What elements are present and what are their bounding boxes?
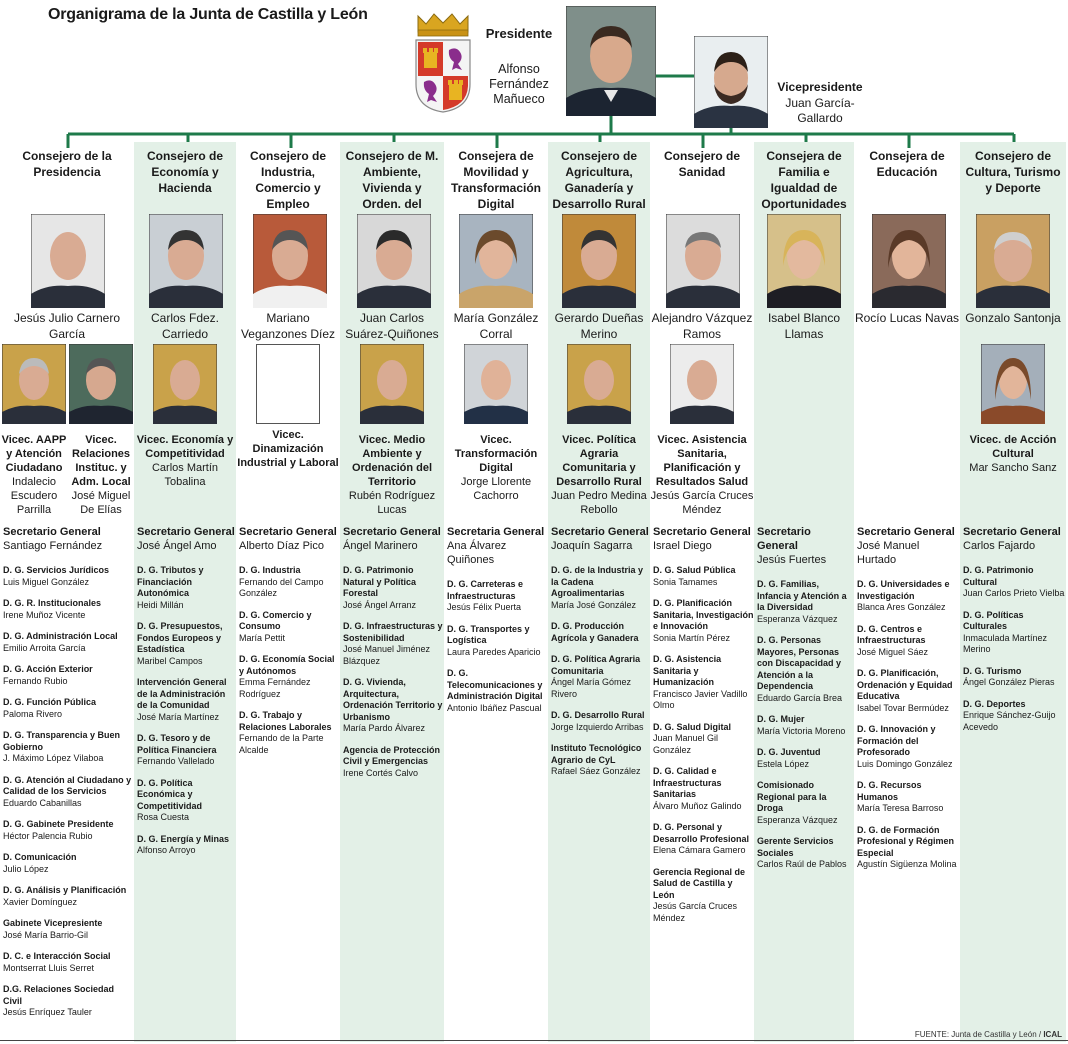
dept-name: Fernando de la Parte Alcalde — [239, 733, 324, 755]
dept-item — [3, 984, 134, 1019]
vicec-photo — [464, 344, 528, 424]
vicec-card — [960, 344, 1066, 475]
dept-title: D. G. Energía y Minas — [137, 833, 230, 844]
column-body — [854, 525, 960, 881]
dept-item — [551, 654, 650, 700]
dept-name: Héctor Palencia Rubio — [3, 830, 93, 841]
vicec-name: José Miguel De Elías — [71, 490, 131, 516]
dept-name: José Miguel Sáez — [857, 646, 929, 657]
sg-name: Israel Diego — [653, 540, 712, 552]
vicec-photo — [981, 344, 1045, 424]
dept-name: Francisco Javier Vadillo Olmo — [653, 688, 748, 710]
sg-name: Santiago Fernández — [3, 540, 103, 552]
dept-item — [137, 677, 236, 723]
dept-title: D. G. Juventud — [757, 747, 821, 757]
sg-title: Secretaria General — [447, 526, 545, 538]
consejero-photo — [357, 214, 431, 308]
dept-item — [343, 745, 444, 780]
column-body — [0, 525, 134, 1029]
dept-name: Jesús Félix Puerta — [447, 602, 522, 612]
dept-name: J. Máximo López Vilaboa — [3, 753, 104, 763]
vicec-card — [548, 344, 650, 517]
dept-item — [653, 867, 754, 925]
consejero-photo — [666, 214, 740, 308]
dept-name: Luis Domingo González — [857, 758, 953, 769]
dept-item — [239, 565, 340, 600]
column-header: Consejero de la Presidencia — [22, 149, 112, 179]
dept-name: Esperanza Vázquez — [757, 613, 838, 624]
dept-name: Álvaro Muñoz Galindo — [653, 800, 742, 811]
dept-name: Inmaculada Martínez Merino — [963, 632, 1048, 654]
dept-title: D. G. Planificación Sanitaria, Investigación e Innovación — [653, 598, 754, 631]
column-economia — [134, 142, 236, 1042]
sg-title: Secretario General — [857, 526, 955, 538]
dept-title: D. G. Producción Agrícola y Ganadera — [551, 621, 639, 643]
dept-title: D. G. Personas Mayores, Personas con Discapacidad y Atención a la Dependencia — [757, 635, 842, 691]
sg-title: Secretario General — [757, 526, 811, 552]
dept-name: María José González — [551, 599, 637, 610]
consejero-name: Rocío Lucas Navas — [854, 311, 960, 325]
consejero-name: Gerardo Dueñas Merino — [554, 311, 644, 341]
dept-name: Eduardo Cabanillas — [3, 797, 82, 808]
column-header: Consejera de Movilidad y Transformación Digital — [450, 149, 542, 211]
dept-title: D. G. Atención al Ciudadano y Calidad de los Servicios — [3, 774, 132, 796]
sg-title: Secretario General — [653, 526, 751, 538]
dept-title: D.G. Relaciones Sociedad Civil — [3, 984, 115, 1006]
dept-name: Eduardo García Brea — [757, 692, 843, 703]
dept-title: D. G. Comercio y Consumo — [239, 609, 312, 631]
dept-name: Laura Paredes Aparicio — [447, 646, 541, 657]
dept-name: Estela López — [757, 758, 810, 769]
vicec-card — [340, 344, 444, 517]
dept-name: Julio López — [3, 863, 49, 874]
dept-name: María Pardo Álvarez — [343, 723, 426, 733]
consejero-name: Jesús Julio Carnero García — [13, 311, 121, 341]
dept-name: Sonia Tamames — [653, 576, 718, 587]
column-header: Consejero de M. Ambiente, Vivienda y Orden. del — [345, 149, 439, 211]
vicec-title: Vicec. Medio Ambiente y Ordenación del Territorio — [351, 434, 433, 488]
dept-item — [757, 836, 854, 871]
dept-item — [3, 775, 134, 810]
dept-item — [239, 610, 340, 645]
dept-item — [343, 621, 444, 667]
column-body — [754, 525, 854, 881]
dept-name: Fernando Rubio — [3, 675, 68, 686]
dept-name: Alfonso Arroyo — [137, 845, 196, 855]
column-sanidad — [650, 142, 754, 1042]
dept-item — [757, 747, 854, 770]
dept-item — [239, 654, 340, 700]
column-medio-ambiente — [340, 142, 444, 1042]
page-title: Organigrama de la Junta de Castilla y León — [48, 6, 368, 23]
column-educacion — [854, 142, 960, 1042]
dept-title: D. G. Planificación, Ordenación y Equidad Educativa — [857, 668, 953, 701]
dept-name: Rosa Cuesta — [137, 812, 190, 822]
column-header: Consejero de Agricultura, Ganadería y Desarrollo Rural — [552, 149, 646, 211]
dept-item — [653, 598, 754, 644]
dept-item — [137, 834, 236, 857]
dept-item — [963, 699, 1066, 734]
dept-title: Agencia de Protección Civil y Emergencias — [343, 744, 441, 766]
dept-item — [3, 631, 134, 654]
dept-name: Emilio Arroita García — [3, 642, 86, 653]
vicec-photo — [360, 344, 424, 424]
dept-title: D. G. Turismo — [963, 665, 1022, 676]
sg-name: Alberto Díaz Pico — [239, 540, 324, 552]
consejero-photo — [459, 214, 533, 308]
dept-title: D. G. Calidad e Infraestructuras Sanitarias — [653, 766, 722, 799]
consejero-name: Gonzalo Santonja — [965, 311, 1061, 325]
dept-name: Emma Fernández Rodríguez — [239, 677, 311, 699]
vicec-title: Vicec. Transformación Digital — [454, 434, 538, 474]
dept-name: Jorge Izquierdo Arribas — [551, 721, 644, 732]
dept-name: Rafael Sáez González — [551, 766, 641, 776]
vicec-photo — [567, 344, 631, 424]
dept-title: D. G. Salud Digital — [653, 721, 732, 732]
dept-name: Juan Manuel Gil González — [653, 733, 719, 755]
dept-name: Heidi Millán — [137, 599, 184, 610]
dept-name: José María Martínez — [137, 711, 220, 722]
consejero-name: Carlos Fdez. Carriedo — [150, 311, 220, 341]
dept-item — [3, 852, 134, 875]
bottom-rule — [0, 1040, 1068, 1041]
dept-name: Antonio Ibáñez Pascual — [447, 702, 542, 713]
dept-title: D. G. Innovación y Formación del Profesorado — [857, 724, 936, 757]
column-body — [444, 525, 548, 724]
president-name: Alfonso Fernández Mañueco — [489, 62, 549, 106]
dept-title: D. G. Gabinete Presidente — [3, 819, 114, 829]
vicec-card — [236, 344, 340, 470]
dept-title: D. G. Carreteras e Infraestructuras — [447, 579, 524, 601]
column-presidencia — [0, 142, 134, 1042]
dept-title: D. G. Servicios Jurídicos — [3, 565, 110, 575]
dept-item — [3, 598, 134, 621]
sg-title: Secretario General — [963, 526, 1061, 538]
column-body — [340, 525, 444, 789]
vicec-photo — [69, 344, 133, 424]
vicec-title: Vicec. Dinamización Industrial y Laboral — [237, 429, 339, 469]
dept-title: D. G. Administración Local — [3, 631, 118, 641]
column-header: Consejero de Sanidad — [663, 149, 741, 179]
dept-title: D. G. Acción Exterior — [3, 664, 93, 674]
sg-title: Secretario General — [137, 526, 235, 538]
dept-name: Xavier Domínguez — [3, 896, 78, 907]
dept-item — [3, 951, 134, 974]
dept-title: Comisionado Regional para la Droga — [757, 780, 827, 813]
dept-item — [447, 579, 548, 614]
dept-item — [137, 733, 236, 768]
column-header: Consejero de Economía y Hacienda — [146, 149, 224, 195]
dept-name: Irene Muñoz Vicente — [3, 609, 86, 620]
vicec-title: Vicec. Relaciones Instituc. y Adm. Local — [71, 434, 131, 488]
vicec-title: Vicec. Asistencia Sanitaria, Planificación y Resultados Salud — [655, 434, 749, 488]
dept-name: Paloma Rivero — [3, 708, 63, 719]
dept-title: D. G. de Formación Profesional y Régimen Especial — [857, 824, 955, 858]
dept-item — [653, 654, 754, 712]
vicec-title: Vicec. Política Agraria Comunitaria y Desarrollo Rural — [556, 434, 642, 488]
dept-item — [653, 766, 754, 812]
consejero-photo — [872, 214, 946, 308]
dept-title: D. G. Tributos y Financiación Autonómica — [137, 565, 204, 598]
consejero-photo — [31, 214, 105, 308]
vicec-card — [134, 344, 236, 489]
dept-title: D. G. Patrimonio Cultural — [963, 565, 1034, 587]
dept-title: D. G. de la Industria y la Cadena Agroalimentarias — [551, 565, 644, 598]
dept-item — [551, 565, 650, 611]
consejero-name: María González Corral — [453, 311, 539, 341]
dept-title: D. G. Deportes — [963, 698, 1026, 709]
dept-title: D. G. Infraestructuras y Sostenibilidad — [343, 621, 443, 643]
vicec-card — [650, 344, 754, 517]
dept-item — [3, 565, 134, 588]
dept-title: D. G. Función Pública — [3, 697, 97, 707]
dept-item — [653, 565, 754, 588]
column-industria — [236, 142, 340, 1042]
dept-item — [3, 918, 134, 941]
consejero-photo — [976, 214, 1050, 308]
dept-title: D. G. Industria — [239, 565, 301, 575]
dept-title: Gerencia Regional de Salud de Castilla y León — [653, 866, 746, 900]
sg-name: José Ángel Amo — [137, 540, 217, 552]
dept-name: José María Barrio-Gil — [3, 929, 89, 940]
dept-name: Enrique Sánchez-Guijo Acevedo — [963, 710, 1056, 732]
dept-name: Fernando Vallelado — [137, 756, 215, 766]
consejero-photo — [253, 214, 327, 308]
dept-title: D. G. Universidades e Investigación — [857, 579, 950, 601]
vicec-title: Vicec. AAPP y Atención Ciudadano — [1, 434, 67, 474]
vicec-photo-placeholder — [256, 344, 320, 424]
dept-item — [963, 565, 1066, 600]
vicec-name: Jesús García Cruces Méndez — [650, 490, 754, 516]
sg-title: Secretario General — [239, 526, 337, 538]
dept-title: D. Comunicación — [3, 852, 77, 862]
dept-title: D. G. Análisis y Planificación — [3, 885, 127, 895]
dept-name: Maribel Campos — [137, 655, 203, 666]
vicec-photo — [2, 344, 66, 424]
dept-item — [963, 610, 1066, 656]
dept-name: Ángel María Gómez Rivero — [551, 677, 632, 699]
vicepresident-name: Juan García-Gallardo — [785, 96, 855, 125]
source-credit — [915, 1030, 1062, 1039]
dept-item — [757, 579, 854, 625]
dept-item — [757, 714, 854, 737]
dept-title: D. G. Telecomunicaciones y Administración Digital — [447, 668, 543, 701]
dept-title: D. G. Recursos Humanos — [857, 780, 922, 802]
dept-item — [857, 825, 960, 871]
dept-name: María Pettit — [239, 632, 286, 643]
dept-title: D. G. Personal y Desarrollo Profesional — [653, 822, 750, 844]
dept-name: Elena Cámara Gamero — [653, 845, 746, 855]
dept-title: D. G. R. Institucionales — [3, 598, 102, 608]
dept-item — [137, 778, 236, 824]
sg-name: Ángel Marinero — [343, 540, 418, 552]
dept-title: Gerente Servicios Sociales — [757, 836, 834, 858]
vicec-card — [0, 344, 68, 517]
dept-name: María Victoria Moreno — [757, 725, 846, 736]
column-header: Consejero de Industria, Comercio y Empleo — [249, 149, 327, 211]
dept-title: D. G. Familias, Infancia y Atención a la Diversidad — [757, 579, 847, 612]
dept-name: Carlos Raúl de Pablos — [757, 859, 847, 869]
column-body — [960, 525, 1066, 743]
dept-name: Sonia Martín Pérez — [653, 632, 731, 643]
dept-title: D. G. Economía Social y Autónomos — [239, 654, 335, 676]
dept-title: D. G. Política Económica y Competitividad — [137, 777, 203, 811]
dept-name: Jesús Enríquez Tauler — [3, 1007, 92, 1017]
consejero-name: Mariano Veganzones Díez — [240, 311, 336, 341]
vicepresident-label: Vicepresidente — [777, 80, 863, 94]
dept-title: D. C. e Interacción Social — [3, 951, 111, 961]
vicec-name: Juan Pedro Medina Rebollo — [551, 490, 647, 516]
dept-title: Instituto Tecnológico Agrario de CyL — [551, 743, 642, 765]
dept-item — [3, 819, 134, 842]
dept-title: D. G. Salud Pública — [653, 565, 736, 575]
vicec-name: Jorge Llorente Cachorro — [460, 476, 532, 502]
column-movilidad — [444, 142, 548, 1042]
sg-name: Joaquín Sagarra — [551, 540, 633, 552]
dept-item — [137, 621, 236, 667]
dept-name: Montserrat Lluis Serret — [3, 962, 95, 973]
column-cultura — [960, 142, 1066, 1042]
dept-item — [963, 666, 1066, 689]
org-tree-connectors — [0, 0, 1068, 150]
dept-title: D. G. Transportes y Logística — [447, 623, 530, 645]
column-body — [650, 525, 754, 934]
dept-title: D. G. Desarrollo Rural — [551, 710, 645, 720]
vicec-name: Rubén Rodríguez Lucas — [348, 490, 436, 516]
dept-item — [447, 668, 548, 714]
dept-title: D. G. Centros e Infraestructuras — [857, 623, 926, 645]
sg-name: Ana Álvarez Quiñones — [447, 540, 507, 566]
consejero-name: Isabel Blanco Llamas — [767, 311, 841, 341]
consejero-photo — [767, 214, 841, 308]
column-body — [548, 525, 650, 788]
dept-title: Gabinete Vicepresiente — [3, 918, 103, 928]
dept-title: D. G. Política Agraria Comunitaria — [551, 654, 641, 676]
dept-item — [447, 624, 548, 659]
dept-title: D. G. Mujer — [757, 714, 805, 724]
dept-item — [137, 565, 236, 611]
dept-item — [239, 710, 340, 756]
dept-name: José Manuel Jiménez Blázquez — [343, 644, 431, 666]
vicec-photo — [670, 344, 734, 424]
dept-item — [857, 624, 960, 659]
dept-item — [857, 724, 960, 770]
dept-item — [653, 722, 754, 757]
dept-name: Juan Carlos Prieto Vielba — [963, 588, 1065, 598]
dept-item — [3, 664, 134, 687]
dept-title: D. G. Transparencia y Buen Gobierno — [3, 730, 121, 752]
dept-name: Esperanza Vázquez — [757, 814, 838, 825]
source-brand: ICAL — [1043, 1030, 1062, 1039]
dept-item — [551, 743, 650, 778]
dept-title: Intervención General de la Administración de la Comunidad — [137, 677, 227, 710]
column-header: Consejera de Educación — [869, 149, 945, 179]
dept-name: José Ángel Arranz — [343, 599, 417, 610]
dept-name: Irene Cortés Calvo — [343, 767, 419, 778]
dept-name: Jesús García Cruces Méndez — [653, 901, 738, 923]
dept-item — [3, 885, 134, 908]
dept-item — [757, 780, 854, 826]
source-text: FUENTE: Junta de Castilla y León / — [914, 1030, 1042, 1039]
dept-name: Fernando del Campo González — [239, 576, 324, 598]
vicec-title: Vicec. Economía y Competitividad — [136, 434, 234, 460]
dept-item — [3, 697, 134, 720]
dept-item — [857, 780, 960, 815]
consejero-photo — [562, 214, 636, 308]
sg-name: Carlos Fajardo — [963, 540, 1036, 552]
dept-name: Agustín Sigüenza Molina — [857, 859, 957, 869]
dept-item — [551, 710, 650, 733]
dept-item — [3, 730, 134, 765]
vicec-photo — [153, 344, 217, 424]
column-familia — [754, 142, 854, 1042]
sg-name: José Manuel Hurtado — [857, 540, 920, 566]
consejero-name: Alejandro Vázquez Ramos — [651, 311, 753, 341]
dept-item — [343, 565, 444, 611]
dept-title: D. G. Políticas Culturales — [963, 609, 1024, 631]
consejero-photo — [149, 214, 223, 308]
vicec-name: Indalecio Escudero Parrilla — [10, 476, 58, 516]
vicec-title: Vicec. de Acción Cultural — [969, 434, 1057, 460]
vicec-card — [68, 344, 134, 517]
vicec-name: Carlos Martín Tobalina — [151, 462, 219, 488]
dept-item — [857, 579, 960, 614]
consejero-name: Juan Carlos Suárez-Quiñones — [345, 311, 439, 341]
dept-name: María Teresa Barroso — [857, 803, 944, 813]
president-label: Presidente — [485, 26, 553, 41]
sg-title: Secretario General — [343, 526, 441, 538]
dept-item — [757, 635, 854, 704]
column-body — [134, 525, 236, 867]
dept-item — [857, 668, 960, 714]
dept-name: Isabel Tovar Bermúdez — [857, 702, 949, 713]
dept-title: D. G. Tesoro y de Política Financiera — [137, 733, 217, 755]
dept-item — [343, 677, 444, 735]
column-header: Consejero de Cultura, Turismo y Deporte — [965, 149, 1061, 195]
sg-title: Secretario General — [3, 526, 101, 538]
dept-item — [551, 621, 650, 644]
dept-name: Ángel González Pieras — [963, 677, 1055, 687]
sg-name: Jesús Fuertes — [757, 554, 827, 566]
column-agricultura — [548, 142, 650, 1042]
dept-item — [653, 822, 754, 857]
dept-title: D. G. Vivienda, Arquitectura, Ordenación Territorio y Urbanismo — [343, 677, 443, 722]
sg-title: Secretario General — [551, 526, 649, 538]
dept-title: D. G. Asistencia Sanitaria y Humanización — [653, 654, 722, 687]
column-body — [236, 525, 340, 766]
dept-title: D. G. Trabajo y Relaciones Laborales — [239, 710, 332, 732]
column-header: Consejera de Familia e Igualdad de Oportunidades — [761, 149, 847, 211]
dept-name: Luis Miguel González — [3, 576, 90, 587]
vicec-card — [444, 344, 548, 503]
dept-title: D. G. Patrimonio Natural y Política Forestal — [343, 565, 417, 598]
vicec-name: Mar Sancho Sanz — [969, 462, 1057, 474]
dept-title: D. G. Presupuestos, Fondos Europeos y Estadística — [137, 621, 223, 654]
dept-name: Blanca Ares González — [857, 602, 946, 612]
